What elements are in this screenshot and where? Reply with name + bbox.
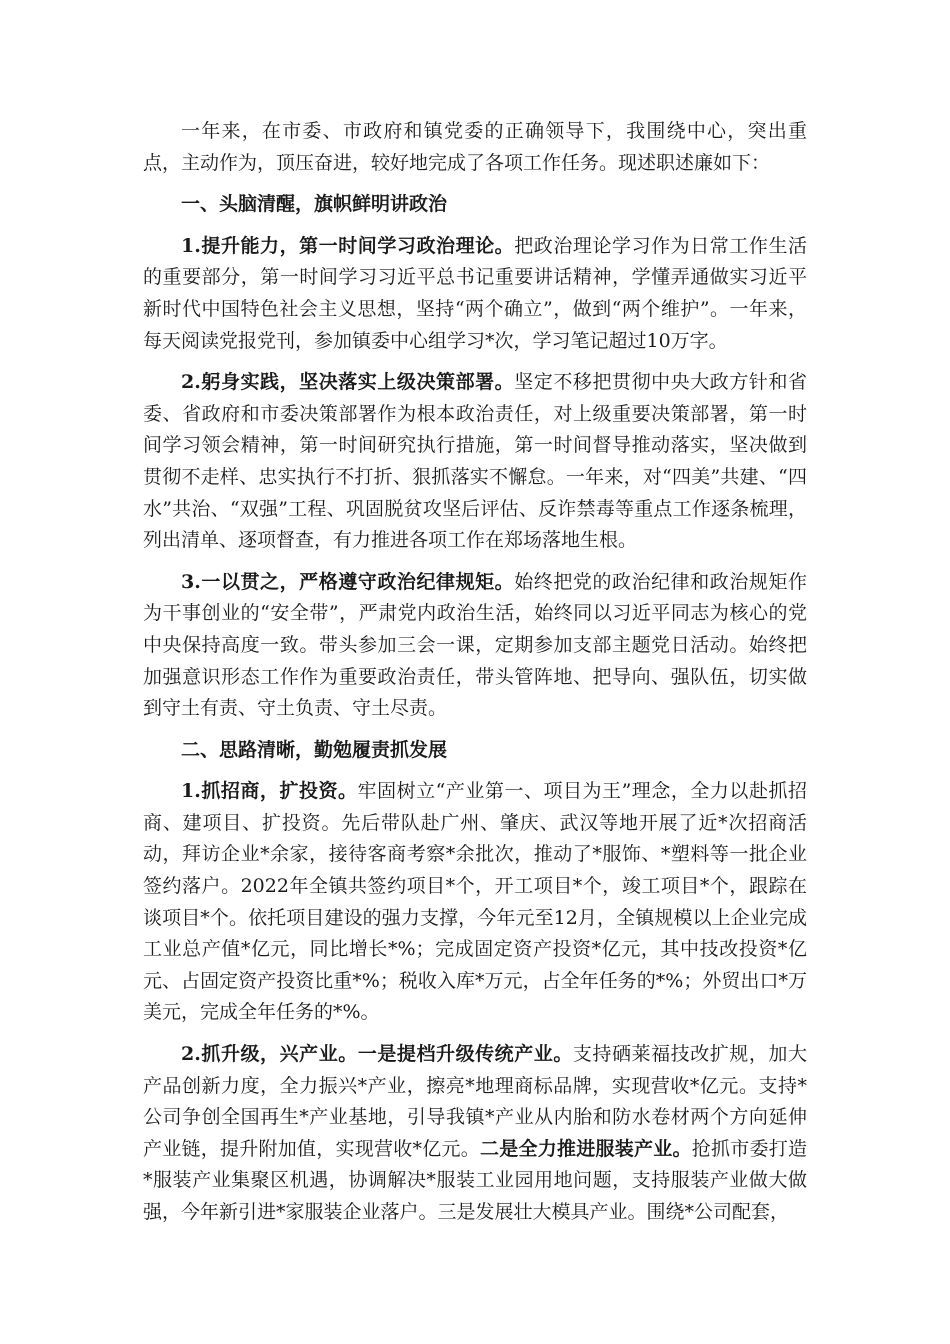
section-1-item-2 <box>143 367 807 557</box>
section-2-item-2-sub-1-lead: 一是提档升级传统产业。 <box>357 1043 573 1066</box>
intro-paragraph <box>143 116 807 179</box>
section-1-item-1-lead: 1.提升能力，第一时间学习政治理论。 <box>181 234 515 257</box>
section-1-item-1 <box>143 231 807 357</box>
section-1-item-3 <box>143 567 807 725</box>
section-1-heading: 一、头脑清醒，旗帜鲜明讲政治 <box>181 193 448 216</box>
document-page <box>143 116 807 1239</box>
section-2-item-2 <box>143 1039 807 1229</box>
section-2-heading: 二、思路清晰，勤勉履责抓发展 <box>181 738 448 761</box>
section-2-item-2-sub-1-body: 支持硒莱福技改扩规，加大产品创新力度，全力振兴*产业，擦亮*地理商标品牌，实现营收*亿元。支持*公司争创全国再生*产业基地，引导我镇*产业从内胎和防水卷材两个方向延伸产业链，提升附加值，实现营收*亿元。 <box>143 1043 807 1160</box>
section-2-item-2-sub-2-lead: 二是全力推进服装产业。 <box>479 1137 692 1160</box>
section-1-item-3-lead: 3.一以贯之，严格遵守政治纪律规矩。 <box>181 570 515 593</box>
section-1-item-2-lead: 2.躬身实践，坚决落实上级决策部署。 <box>181 371 515 394</box>
section-2-item-1-lead: 1.抓招商，扩投资。 <box>181 780 358 803</box>
section-2-item-1 <box>143 776 807 1029</box>
section-1-item-1-body: 把政治理论学习作为日常工作生活的重要部分，第一时间学习习近平总书记重要讲话精神，学懂弄通做实习近平新时代中国特色社会主义思想，坚持“两个确立”，做到“两个维护”。一年来，每天阅读党报党刊，参加镇委中心组学习*次，学习笔记超过10万字。 <box>143 234 807 352</box>
section-1-item-3-body: 始终把党的政治纪律和政治规矩作为干事创业的“安全带”，严肃党内政治生活，始终同以习近平同志为核心的党中央保持高度一致。带头参加三会一课，定期参加支部主题党日活动。始终把加强意识形态工作作为重要政治责任，带头管阵地、把导向、强队伍，切实做到守土有责、守土负责、守土尽责。 <box>143 570 807 720</box>
section-2-item-1-body: 牢固树立“产业第一、项目为王”理念，全力以赴抓招商、建项目、扩投资。先后带队赴广州、肇庆、武汉等地开展了近*次招商活动，拜访企业*余家，接待客商考察*余批次，推动了*服饰、*塑料等一批企业签约落户。2022年全镇共签约项目*个，开工项目*个，竣工项目*个，跟踪在谈项目*个。依托项目建设的强力支撑，今年元至12月，全镇规模以上企业完成工业总产值*亿元，同比增长*%；完成固定资产投资*亿元，其中技改投资*亿元、占固定资产投资比重*%；税收入库*万元，占全年任务的*%；外贸出口*万美元，完成全年任务的*%。 <box>143 780 807 1024</box>
section-2-item-2-sub-2-body: 抢抓市委打造*服装产业集聚区机遇，协调解决*服装工业园用地问题，支持服装产业做大做强，今年新引进*家服装企业落户。三是发展壮大模具产业。围绕*公司配套， <box>143 1137 807 1223</box>
section-1-item-2-body: 坚定不移把贯彻中央大政方针和省委、省政府和市委决策部署作为根本政治责任，对上级重要决策部署，第一时间学习领会精神，第一时间研究执行措施，第一时间督导推动落实，坚决做到贯彻不走样、忠实执行不打折、狠抓落实不懈怠。一年来，对“四美”共建、“四水”共治、“双强”工程、巩固脱贫攻坚后评估、反诈禁毒等重点工作逐条梳理，列出清单、逐项督查，有力推进各项工作在郑场落地生根。 <box>143 371 807 552</box>
intro-text: 一年来，在市委、市政府和镇党委的正确领导下，我围绕中心，突出重点，主动作为，顶压奋进，较好地完成了各项工作任务。现述职述廉如下： <box>143 120 807 174</box>
section-2-item-2-lead: 2.抓升级，兴产业。 <box>181 1043 358 1066</box>
